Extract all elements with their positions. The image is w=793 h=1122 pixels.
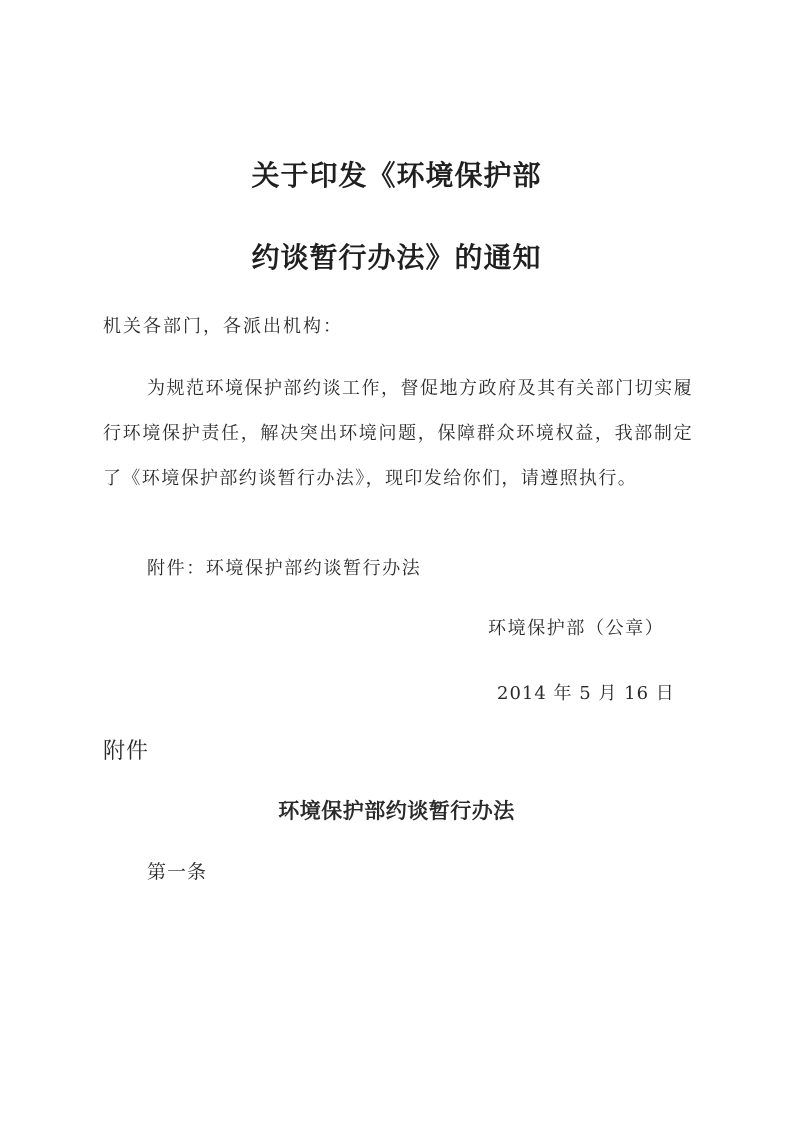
notice-body-paragraph: 为规范环境保护部约谈工作，督促地方政府及其有关部门切实履行环境保护责任，解决突出环境问题，保障群众环境权益，我部制定了《环境保护部约谈暂行办法》，现印发给你们，请遵照执行。 xyxy=(103,378,693,489)
issuer-signature: 环境保护部（公章） xyxy=(488,618,665,639)
notice-title-line-2: 约谈暂行办法》的通知 xyxy=(251,241,542,274)
article-one-heading: 第一条 xyxy=(147,861,208,883)
annex-title: 环境保护部约谈暂行办法 xyxy=(278,799,515,823)
attachment-reference: 附件：环境保护部约谈暂行办法 xyxy=(147,558,422,579)
salutation: 机关各部门，各派出机构： xyxy=(103,316,343,337)
annex-heading: 附件 xyxy=(103,739,150,764)
issue-date: 2014 年 5 月 16 日 xyxy=(497,683,675,704)
notice-title-line-1: 关于印发《环境保护部 xyxy=(251,159,542,192)
